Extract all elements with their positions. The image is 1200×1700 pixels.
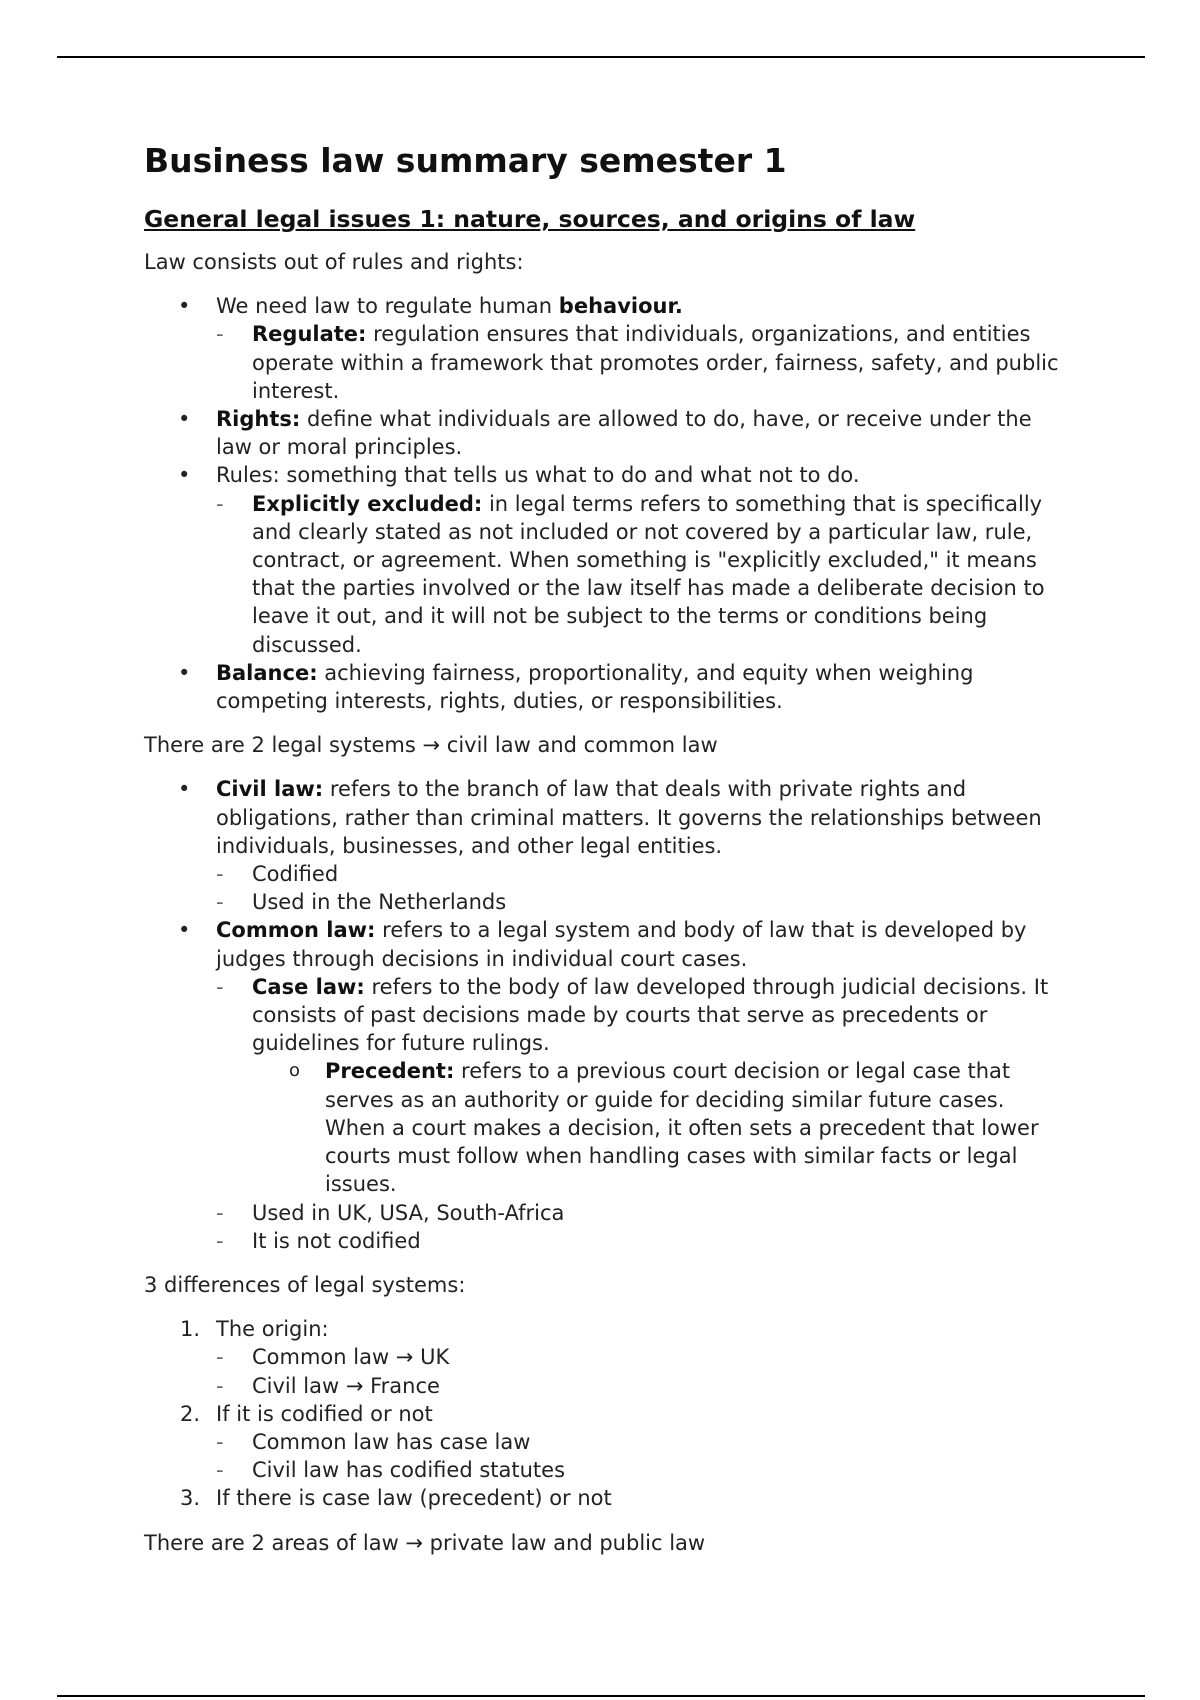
rules-rights-list [144,292,1064,715]
list-item-not-codified: - It is not codified [144,1227,1064,1255]
circle-marker: o [289,1060,301,1082]
number-marker: 2. [180,1401,201,1426]
dash-marker: - [216,862,224,887]
number-marker: 3. [180,1486,201,1511]
legal-systems-paragraph: There are 2 legal systems → civil law and common law [144,733,718,758]
dash-marker: - [216,974,224,999]
list-item-codified: - Codified [144,860,1064,888]
list-item-rights: • Rights: define what individuals are allowed to do, have, or receive under the law or moral principles. [178,407,1032,460]
differences-list [144,1315,1064,1512]
list-item-codified-or-not: 2. If it is codified or not [144,1400,1064,1428]
differences-paragraph: 3 differences of legal systems: [144,1272,466,1297]
header-rule [57,56,1145,58]
dash-marker: - [216,1429,224,1454]
section-heading: General legal issues 1: nature, sources, and origins of law [144,205,916,233]
bullet-marker: • [178,918,191,943]
bullet-marker: • [178,407,191,432]
dash-marker: - [216,322,224,347]
list-item-origin: 1. The origin: [144,1315,1064,1343]
list-item-common-case-law: - Common law has case law [144,1428,1064,1456]
list-item-balance: • Balance: achieving fairness, proportionality, and equity when weighing competing interests, rights, duties, or responsibilities. [178,660,974,714]
list-item-case-law: - Case law: refers to the body of law developed through judicial decisions. It consists of past decisions made by courts that serve as precedents or guidelines for future rulings. [216,974,1049,1056]
dash-marker: - [216,890,224,915]
list-item-case-law-or-not: 3. If there is case law (precedent) or not [144,1484,1064,1512]
dash-marker: - [216,1228,224,1253]
bullet-marker: • [178,660,191,685]
list-item-common-uk: - Common law → UK [144,1343,1064,1371]
bullet-marker: • [178,777,191,802]
bullet-marker: • [178,294,191,319]
list-item-regulate: - Regulate: regulation ensures that individuals, organizations, and entities operate within a framework that promotes order, fairness, safety, and public interest. [216,322,1059,403]
areas-paragraph: There are 2 areas of law → private law and public law [144,1530,706,1555]
list-item-precedent: o Precedent: refers to a previous court decision or legal case that serves as an authority or guide for deciding similar future cases. When a court makes a decision, it often sets a precedent that lower courts must follow when handling cases with similar facts or legal issues. [289,1059,1039,1197]
list-item-common-law: • Common law: refers to a legal system and body of law that is developed by judges through decisions in individual court cases. [178,918,1027,971]
dash-marker: - [216,1458,224,1483]
list-item-used-in-uk: - Used in UK, USA, South-Africa [144,1199,1064,1227]
bullet-marker: • [178,463,191,488]
footer-rule [57,1695,1145,1697]
document-title: Business law summary semester 1 [144,141,787,180]
list-item-civil-law: • Civil law: refers to the branch of law that deals with private rights and obligations, rather than criminal matters. It governs the relationships between individuals, businesses, and other legal entities. [178,777,1042,858]
dash-marker: - [216,1373,224,1398]
list-item-explicitly-excluded: - Explicitly excluded: in legal terms refers to something that is specifically and clearly stated as not included or not covered by a particular law, rule, contract, or agreement. When something is "explicitly excluded," it means that the parties involved or the law itself has made a deliberate decision to leave it out, and it will not be subject to the terms or conditions being discussed. [216,491,1045,657]
intro-paragraph: Law consists out of rules and rights: [144,250,524,274]
list-item-civil-france: - Civil law → France [144,1372,1064,1400]
number-marker: 1. [180,1317,201,1342]
list-item-civil-statutes: - Civil law has codified statutes [144,1456,1064,1484]
dash-marker: - [216,1200,224,1225]
list-item-rules: • Rules: something that tells us what to do and what not to do. [144,461,1064,489]
list-item-behaviour: • We need law to regulate human behaviour. [144,292,1064,320]
legal-systems-list [144,775,1064,1254]
dash-marker: - [216,1345,224,1370]
document-body [144,140,1064,1573]
dash-marker: - [216,491,224,516]
list-item-netherlands: - Used in the Netherlands [144,888,1064,916]
